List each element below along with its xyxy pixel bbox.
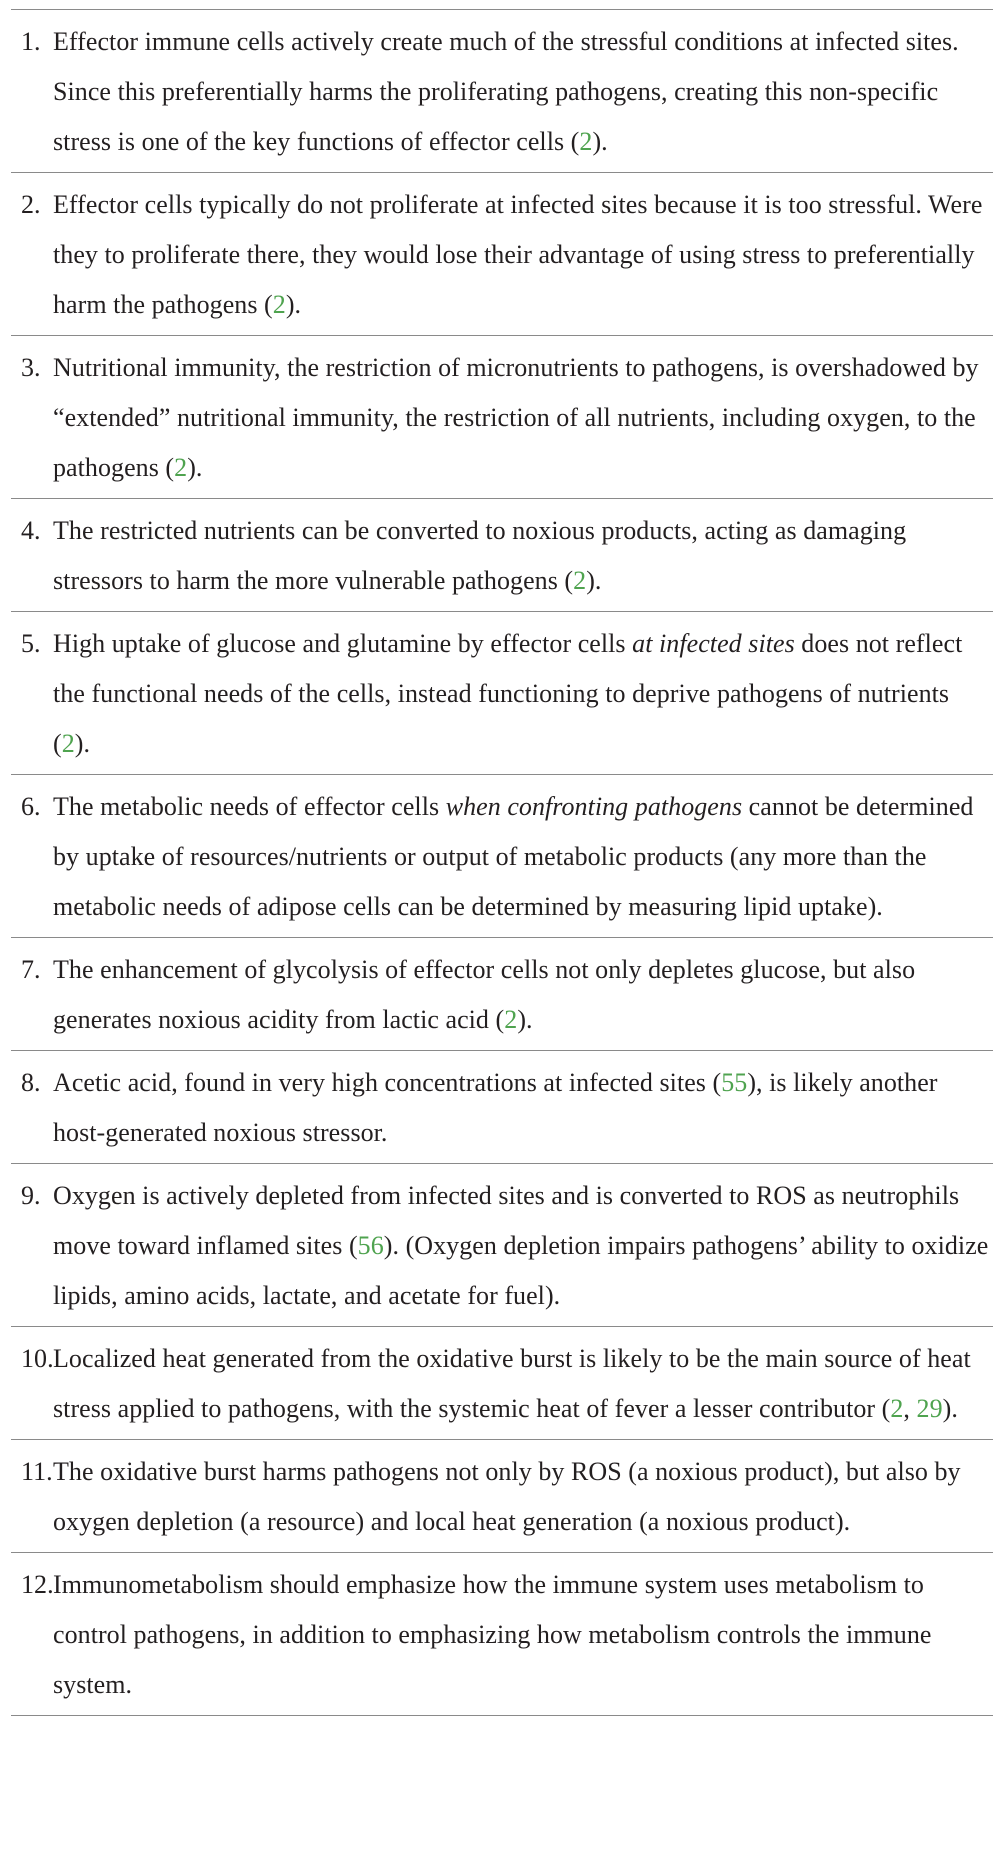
item-number: 2. <box>21 190 41 219</box>
table-row <box>11 336 993 499</box>
item-text: The metabolic needs of effector cells when confronting pathogens cannot be determined by uptake of resources/nutrients or output of metabolic products (any more than the metabolic needs of adipose cells can be determined by measuring lipid uptake). <box>53 792 974 921</box>
item-number: 4. <box>21 516 41 545</box>
item-text: High uptake of glucose and glutamine by effector cells at infected sites does not reflect the functional needs of the cells, instead functioning to deprive pathogens of nutrients (2). <box>53 629 963 758</box>
italic-phrase: at infected sites <box>632 629 795 658</box>
item-number: 11. <box>21 1457 53 1486</box>
reference-link[interactable]: 56 <box>357 1231 384 1260</box>
item-number: 5. <box>21 629 41 658</box>
reference-link[interactable]: 2 <box>174 453 188 482</box>
table-row <box>11 938 993 1051</box>
reference-link[interactable]: 55 <box>721 1068 748 1097</box>
item-text: Oxygen is actively depleted from infected sites and is converted to ROS as neutrophils move toward inflamed sites (56). (Oxygen depletion impairs pathogens’ ability to oxidize lipids, amino acids, lactate, and acetate for fuel). <box>53 1181 989 1310</box>
item-text: Nutritional immunity, the restriction of micronutrients to pathogens, is overshadowed by “extended” nutritional immunity, the restriction of all nutrients, including oxygen, to the pathogens (2). <box>53 353 979 482</box>
item-number: 8. <box>21 1068 41 1097</box>
item-text: The enhancement of glycolysis of effector cells not only depletes glucose, but also generates noxious acidity from lactic acid (2). <box>53 955 916 1034</box>
item-text: Effector immune cells actively create much of the stressful conditions at infected sites. Since this preferentially harms the proliferating pathogens, creating this non-specific stress is one of the key functions of effector cells (2). <box>53 27 959 156</box>
table-row <box>11 1051 993 1164</box>
table-row <box>11 173 993 336</box>
table-row <box>11 1440 993 1553</box>
item-number: 12. <box>21 1570 54 1599</box>
reference-link[interactable]: 2 <box>890 1394 904 1423</box>
italic-phrase: when confronting pathogens <box>445 792 743 821</box>
reference-link[interactable]: 2 <box>579 127 593 156</box>
item-text: Localized heat generated from the oxidative burst is likely to be the main source of heat stress applied to pathogens, with the systemic heat of fever a lesser contributor (2, 29). <box>53 1344 971 1423</box>
table-row <box>11 499 993 612</box>
item-number: 3. <box>21 353 41 382</box>
reference-link[interactable]: 2 <box>573 566 587 595</box>
item-text: Immunometabolism should emphasize how the immune system uses metabolism to control pathogens, in addition to emphasizing how metabolism controls the immune system. <box>53 1570 932 1699</box>
item-number: 6. <box>21 792 41 821</box>
findings-table <box>11 9 993 1716</box>
item-text: The restricted nutrients can be converted to noxious products, acting as damaging stressors to harm the more vulnerable pathogens (2). <box>53 516 907 595</box>
reference-link[interactable]: 2 <box>272 290 286 319</box>
table-row <box>11 1327 993 1440</box>
reference-link[interactable]: 2 <box>504 1005 518 1034</box>
item-text: The oxidative burst harms pathogens not only by ROS (a noxious product), but also by oxygen depletion (a resource) and local heat generation (a noxious product). <box>53 1457 961 1536</box>
item-text: Acetic acid, found in very high concentrations at infected sites (55), is likely another host-generated noxious stressor. <box>53 1068 938 1147</box>
item-text: Effector cells typically do not proliferate at infected sites because it is too stressful. Were they to proliferate there, they would lose their advantage of using stress to preferentially harm the pathogens (2). <box>53 190 983 319</box>
table-row <box>11 612 993 775</box>
reference-link[interactable]: 29 <box>916 1394 943 1423</box>
table-row <box>11 1553 993 1715</box>
table-row <box>11 775 993 938</box>
item-number: 1. <box>21 27 41 56</box>
item-number: 9. <box>21 1181 41 1210</box>
item-number: 7. <box>21 955 41 984</box>
reference-link[interactable]: 2 <box>61 729 75 758</box>
table-row <box>11 1164 993 1327</box>
item-number: 10. <box>21 1344 54 1373</box>
table-row <box>11 10 993 173</box>
